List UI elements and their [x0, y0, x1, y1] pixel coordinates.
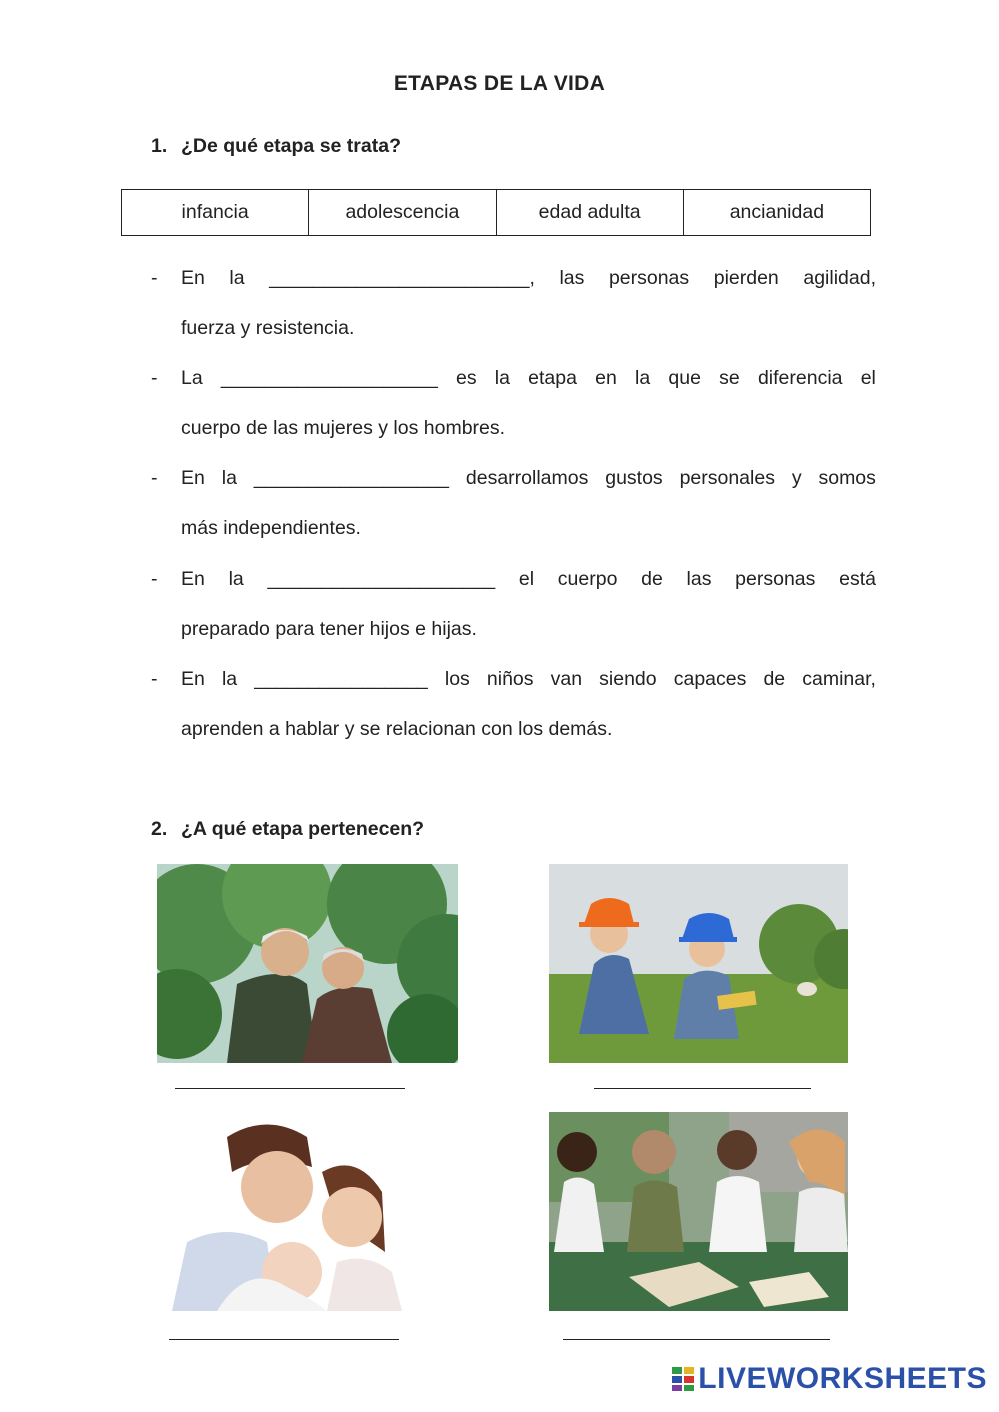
- sentence-word: agilidad,: [803, 267, 876, 289]
- sentence-word: de: [763, 668, 786, 690]
- sentence-word: la: [228, 568, 244, 590]
- sentence-line-2: preparado para tener hijos e hijas.: [181, 618, 477, 640]
- word-bank-cell: edad adulta: [497, 190, 684, 235]
- sentence-word: las: [559, 267, 585, 289]
- question-1-number: 1.: [151, 135, 168, 157]
- list-dash: -: [151, 467, 158, 489]
- sentence-word: en: [595, 367, 617, 389]
- sentence-word: se: [719, 367, 740, 389]
- sentence-word: diferencia: [757, 367, 843, 389]
- word-bank-cell: ancianidad: [729, 201, 825, 223]
- question-1-text: ¿De qué etapa se trata?: [181, 135, 401, 157]
- sentence-line-1: [181, 267, 876, 290]
- sentence-word: capaces: [673, 668, 747, 690]
- sentence-word: la: [635, 367, 651, 389]
- sentence-word: caminar,: [802, 668, 876, 690]
- answer-line[interactable]: [563, 1339, 830, 1340]
- list-dash: -: [151, 367, 158, 389]
- elderly-couple-photo: [157, 864, 458, 1063]
- sentence-word: En: [181, 568, 205, 590]
- sentence-word: personas: [735, 568, 816, 590]
- sentence-word: En: [181, 267, 205, 289]
- sentence-word: la: [494, 367, 510, 389]
- sentence-line-2: aprenden a hablar y se relacionan con los demás.: [181, 718, 613, 740]
- sentence-word: que: [668, 367, 701, 389]
- question-1-heading: [151, 135, 401, 158]
- sentence-line-1: [181, 668, 876, 691]
- sentence-word: somos: [818, 467, 876, 489]
- sentence-line-1: [181, 367, 876, 390]
- question-2-heading: [151, 818, 424, 841]
- question-2-text: ¿A qué etapa pertenecen?: [181, 818, 425, 840]
- parents-with-baby-photo: [157, 1112, 405, 1311]
- sentence-word: es: [455, 367, 477, 389]
- question-2-number: 2.: [151, 818, 168, 840]
- children-with-hats-photo: [549, 864, 848, 1063]
- word-bank-cell: adolescencia: [309, 190, 496, 235]
- sentence-line-2: fuerza y resistencia.: [181, 317, 355, 339]
- sentence-word: está: [839, 568, 876, 590]
- answer-blank[interactable]: _____________________: [267, 568, 496, 590]
- sentence-word: etapa: [528, 367, 577, 389]
- liveworksheets-logo-text: LIVEWORKSHEETS: [698, 1362, 987, 1395]
- worksheet-title: ETAPAS DE LA VIDA: [393, 72, 606, 95]
- sentence-word: La: [181, 367, 203, 389]
- sentence-word: En: [181, 668, 205, 690]
- sentence-word: el: [518, 568, 535, 590]
- sentence-word: y: [791, 467, 802, 489]
- answer-blank[interactable]: ________________________,: [269, 267, 535, 289]
- sentence-word: la: [221, 668, 238, 690]
- word-bank-table: [121, 189, 871, 236]
- sentence-line-2: más independientes.: [181, 517, 361, 539]
- sentence-word: de: [641, 568, 663, 590]
- sentence-line-1: [181, 467, 876, 490]
- sentence-word: gustos: [605, 467, 663, 489]
- sentence-word: pierden: [713, 267, 779, 289]
- list-dash: -: [151, 668, 158, 690]
- sentence-word: las: [686, 568, 712, 590]
- sentence-word: la: [221, 467, 237, 489]
- sentence-word: el: [860, 367, 876, 389]
- sentence-word: personas: [608, 267, 690, 289]
- word-bank-cell: infancia: [122, 190, 309, 235]
- answer-line[interactable]: [169, 1339, 399, 1340]
- sentence-word: cuerpo: [557, 568, 618, 590]
- sentence-word: En: [181, 467, 205, 489]
- sentence-word: personales: [679, 467, 775, 489]
- liveworksheets-logo: [672, 1362, 987, 1396]
- answer-line[interactable]: [594, 1088, 811, 1089]
- sentence-word: siendo: [599, 668, 657, 690]
- answer-line[interactable]: [175, 1088, 405, 1089]
- sentence-word: la: [229, 267, 245, 289]
- liveworksheets-logo-icon: [672, 1367, 694, 1391]
- list-dash: -: [151, 267, 158, 289]
- sentence-word: los: [444, 668, 470, 690]
- sentence-line-1: [181, 568, 876, 591]
- sentence-word: niños: [486, 668, 534, 690]
- sentence-line-2: cuerpo de las mujeres y los hombres.: [181, 417, 506, 439]
- sentence-word: van: [550, 668, 583, 690]
- teenagers-eating-pizza-photo: [549, 1112, 848, 1311]
- list-dash: -: [151, 568, 158, 590]
- answer-blank[interactable]: ________________: [254, 668, 428, 690]
- answer-blank[interactable]: __________________: [253, 467, 450, 489]
- sentence-word: desarrollamos: [465, 467, 589, 489]
- answer-blank[interactable]: ____________________: [220, 367, 438, 389]
